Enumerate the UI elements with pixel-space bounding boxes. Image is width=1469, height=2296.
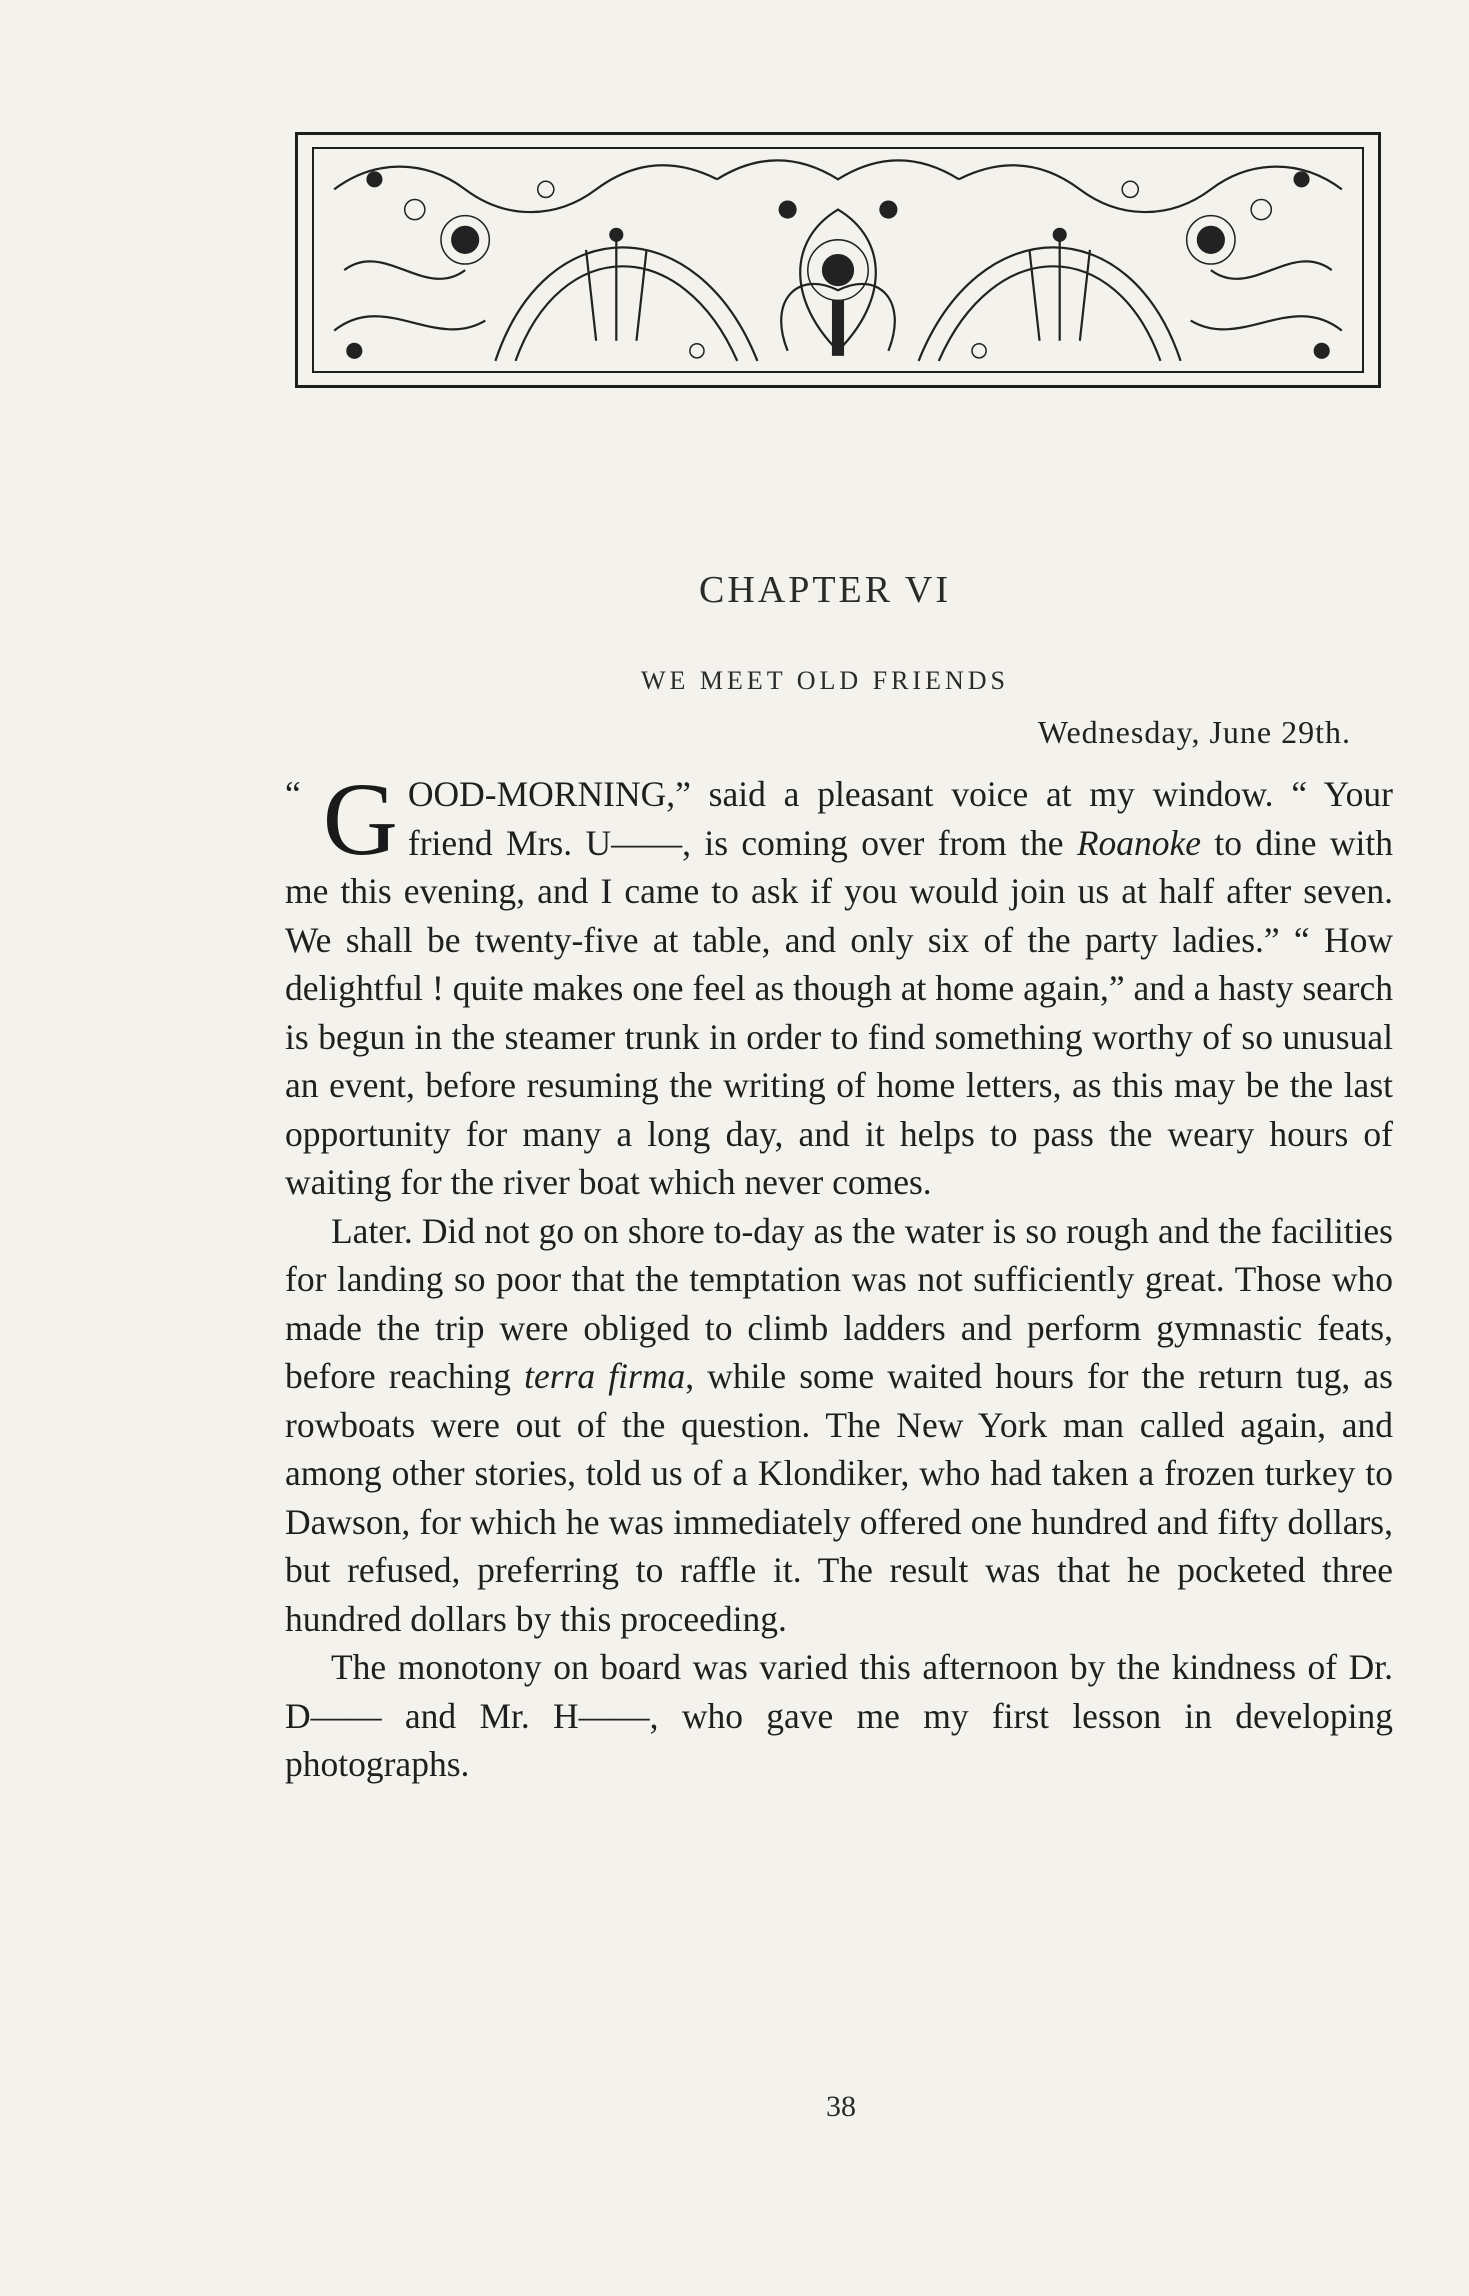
paragraph-1-text: OOD-MORNING,” said a pleasant voice at my window. “ Your friend Mrs. U——, is coming over from the	[407, 774, 1393, 863]
paragraph-2-text-after: , while some waited hours for the return tug, as rowboats were out of the question. The New York man called again, and among other stories, told us of a Klondiker, who had taken a frozen turkey to Dawson, for which he was immediately offered one hundred and fifty dollars, but refused, preferring to raffle it. The result was that he pocketed three hundred dollars by this proceeding.	[285, 1356, 1393, 1639]
page-number: 38	[826, 2090, 856, 2123]
latin-phrase: terra firma	[524, 1356, 686, 1396]
body-text	[285, 762, 1393, 1789]
paragraph-1	[285, 762, 1393, 1207]
dateline: Wednesday, June 29th.	[1037, 714, 1351, 750]
paragraph-2	[285, 1207, 1393, 1644]
floral-ornament-icon	[314, 149, 1362, 371]
ship-name: Roanoke	[1076, 822, 1202, 863]
drop-cap: G	[322, 762, 398, 877]
paragraph-1-text-after: to dine with me this evening, and I came to ask if you would join us at half after seven. We shall be twenty-five at table, and only six of the party ladies.” “ How delightful ! quite makes one feel as though at home again,” and a hasty search is begun in the steamer trunk in order to find something worthy of so unusual an event, before resuming the writing of home letters, as this may be the last opportunity for many a long day, and it helps to pass the weary hours of waiting for the river boat which never comes.	[285, 822, 1393, 1202]
headpiece-inner-frame	[312, 147, 1364, 373]
ornamental-headpiece	[295, 132, 1381, 388]
chapter-title: WE MEET OLD FRIENDS	[640, 666, 1009, 695]
opening-quote: “	[285, 774, 301, 814]
paragraph-3: The monotony on board was varied this afternoon by the kindness of Dr. D—— and Mr. H——, who gave me my first lesson in developing photographs.	[285, 1647, 1393, 1784]
chapter-number: CHAPTER VI	[698, 569, 952, 611]
paragraph-2-text: Later. Did not go on shore to-day as the water is so rough and the facilities for landing so poor that the temptation was not sufficiently great. Those who made the trip were obliged to climb ladders and perform gymnastic feats, before reaching	[285, 1210, 1393, 1396]
